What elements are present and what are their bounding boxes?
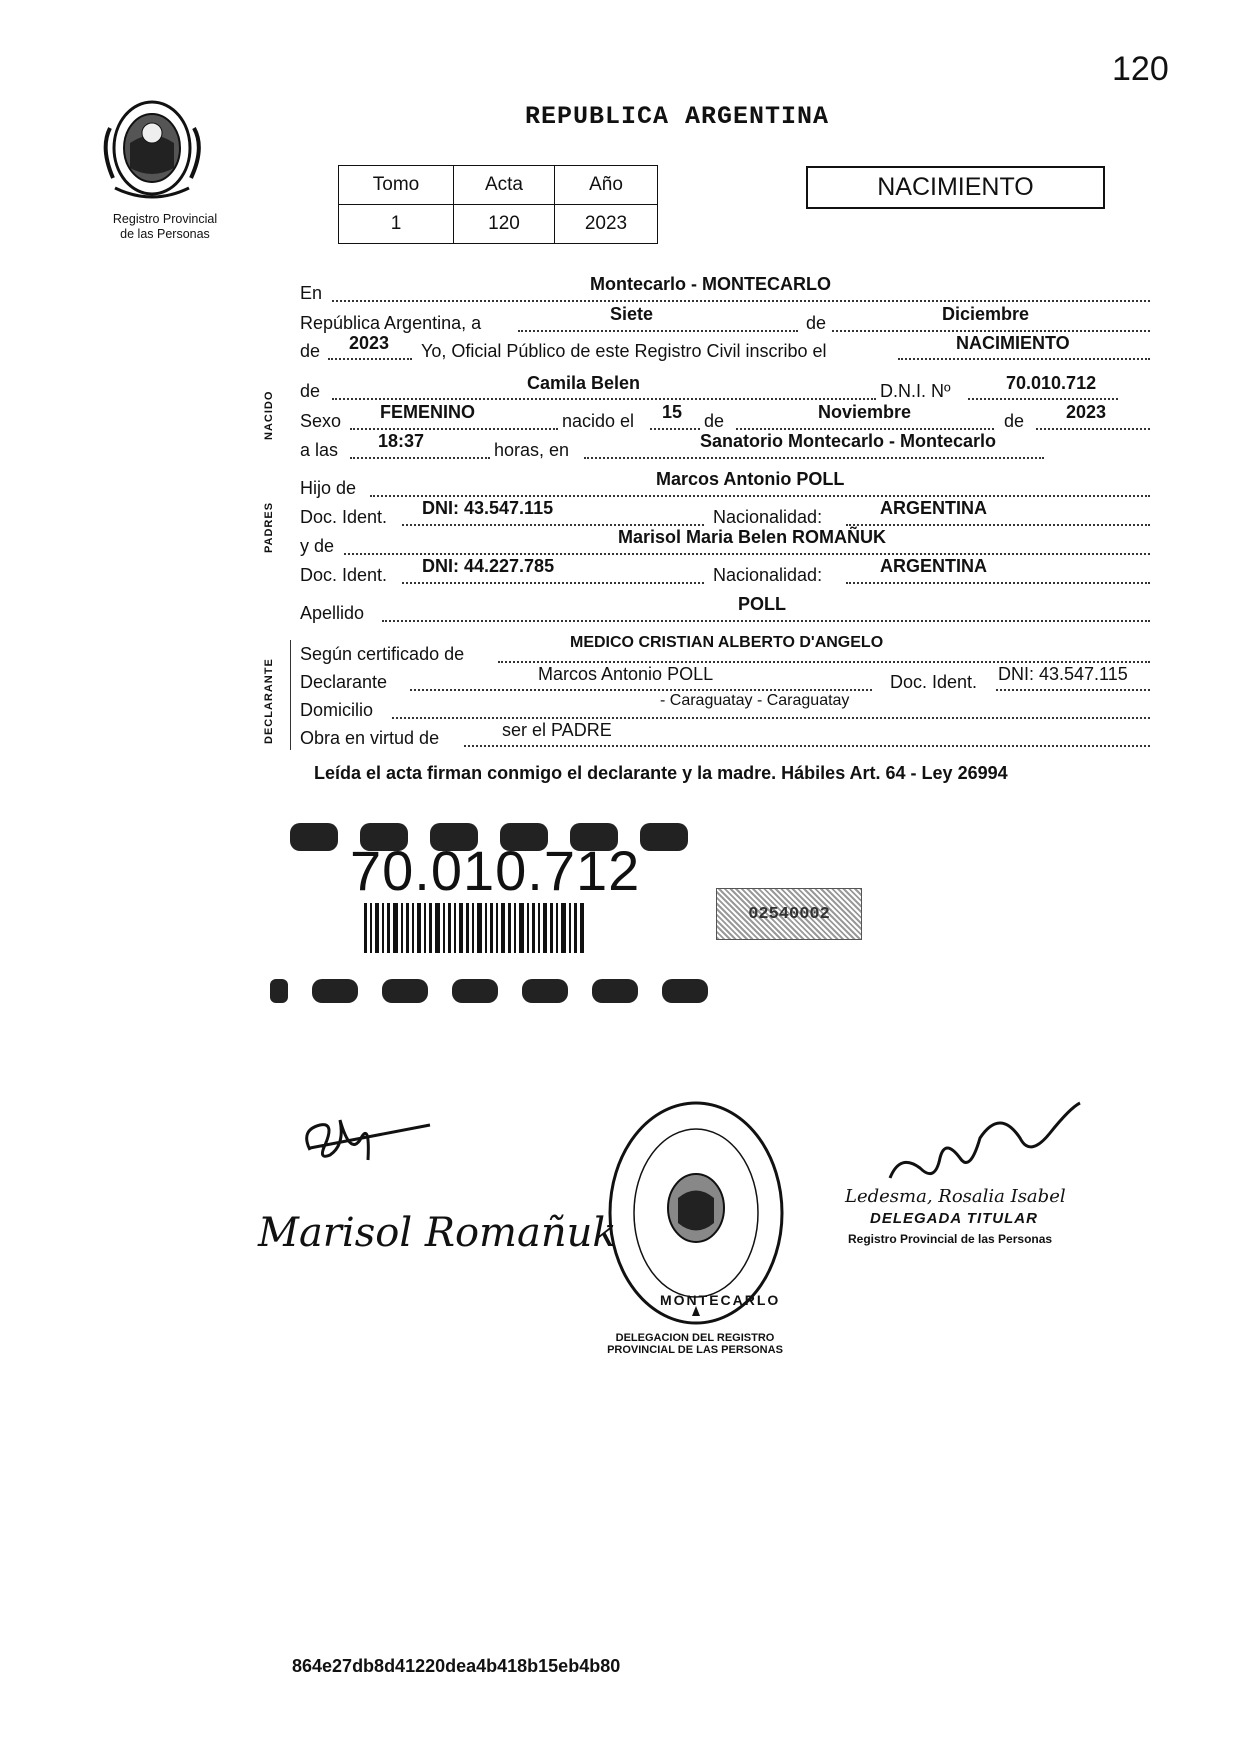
record-table bbox=[338, 165, 658, 244]
label-doc-ident-decl: Doc. Ident. bbox=[890, 672, 978, 692]
label-domicilio: Domicilio bbox=[300, 700, 374, 720]
dotted-line bbox=[518, 330, 798, 332]
value-declarante-doc: DNI: 43.547.115 bbox=[998, 664, 1128, 684]
table-cell: 1 bbox=[339, 205, 454, 244]
value-tipo: NACIMIENTO bbox=[956, 333, 1070, 353]
table-header: Acta bbox=[454, 166, 555, 205]
label-de-mes: de bbox=[704, 411, 725, 431]
dotted-line bbox=[498, 661, 1150, 663]
dotted-line bbox=[650, 428, 700, 430]
label-a-las: a las bbox=[300, 440, 339, 460]
value-nac-dia: 15 bbox=[662, 402, 683, 422]
table-header: Año bbox=[555, 166, 658, 205]
side-label-nacido: NACIDO bbox=[263, 390, 275, 440]
value-hora: 18:37 bbox=[378, 431, 425, 451]
declarante-bracket bbox=[290, 640, 291, 750]
value-dia: Siete bbox=[610, 304, 654, 324]
registry-stamp-row-bottom bbox=[270, 975, 720, 1011]
province-logo bbox=[95, 88, 225, 211]
dotted-line bbox=[328, 358, 412, 360]
dotted-line bbox=[464, 745, 1150, 747]
dotted-line bbox=[344, 553, 1150, 555]
label-de: de bbox=[300, 341, 321, 361]
value-mes: Diciembre bbox=[942, 304, 1030, 324]
value-dni: 70.010.712 bbox=[1006, 373, 1097, 393]
label-nacionalidad: Nacionalidad: bbox=[713, 507, 823, 527]
value-nac-mes: Noviembre bbox=[818, 402, 912, 422]
official-title: DELEGADA TITULAR bbox=[870, 1210, 1038, 1227]
value-sexo: FEMENINO bbox=[380, 402, 476, 422]
value-padre: Marcos Antonio POLL bbox=[656, 469, 845, 489]
label-segun-cert: Según certificado de bbox=[300, 644, 465, 664]
label-de-anio: de bbox=[1004, 411, 1025, 431]
value-domicilio: - Caraguatay - Caraguatay bbox=[660, 692, 850, 709]
value-nac-anio: 2023 bbox=[1066, 402, 1107, 422]
value-nombre: Camila Belen bbox=[527, 373, 641, 393]
label-horas-en: horas, en bbox=[494, 440, 570, 460]
value-obra: ser el PADRE bbox=[502, 720, 612, 740]
label-sexo: Sexo bbox=[300, 411, 342, 431]
mother-handwritten-signature: Marisol Romañuk bbox=[258, 1210, 617, 1256]
dotted-line bbox=[350, 457, 490, 459]
side-label-declarante: DECLARANTE bbox=[263, 658, 275, 744]
value-madre: Marisol Maria Belen ROMAÑUK bbox=[618, 527, 887, 547]
serial-stamp: 02540002 bbox=[716, 888, 862, 940]
label-obra: Obra en virtud de bbox=[300, 728, 440, 748]
label-yo-oficial: Yo, Oficial Público de este Registro Civil inscribo el bbox=[421, 341, 827, 361]
label-doc-ident: Doc. Ident. bbox=[300, 565, 388, 585]
label-declarante: Declarante bbox=[300, 672, 388, 692]
closing-note: Leída el acta firman conmigo el declarante y la madre. Hábiles Art. 64 - Ley 26994 bbox=[314, 763, 1008, 783]
label-republica: República Argentina, a bbox=[300, 313, 482, 333]
dni-stamp: 70.010.712 bbox=[350, 839, 641, 902]
label-doc-ident: Doc. Ident. bbox=[300, 507, 388, 527]
label-y-de: y de bbox=[300, 536, 335, 556]
value-apellido: POLL bbox=[738, 594, 786, 614]
record-type-box: NACIMIENTO bbox=[806, 166, 1105, 209]
dotted-line bbox=[584, 457, 1044, 459]
dotted-line bbox=[846, 524, 1150, 526]
dotted-line bbox=[968, 398, 1118, 400]
value-padre-nac: ARGENTINA bbox=[880, 498, 987, 518]
dotted-line bbox=[410, 689, 872, 691]
barcode bbox=[364, 903, 588, 953]
value-padre-doc: DNI: 43.547.115 bbox=[422, 498, 554, 518]
value-anio: 2023 bbox=[349, 333, 390, 353]
dotted-line bbox=[332, 300, 1150, 302]
label-en: En bbox=[300, 283, 323, 303]
document-hash: 864e27db8d41220dea4b418b15eb4b80 bbox=[292, 1656, 621, 1676]
dotted-line bbox=[736, 428, 994, 430]
dotted-line bbox=[402, 582, 704, 584]
label-dni: D.N.I. Nº bbox=[880, 381, 951, 401]
label-de-nombre: de bbox=[300, 381, 321, 401]
dotted-line bbox=[1036, 428, 1150, 430]
dotted-line bbox=[370, 495, 1150, 497]
dotted-line bbox=[832, 330, 1150, 332]
label-nacionalidad: Nacionalidad: bbox=[713, 565, 823, 585]
official-org: Registro Provincial de las Personas bbox=[848, 1232, 1053, 1246]
dotted-line bbox=[392, 717, 1150, 719]
value-certificado: MEDICO CRISTIAN ALBERTO D'ANGELO bbox=[570, 634, 884, 651]
value-madre-nac: ARGENTINA bbox=[880, 556, 987, 576]
value-lugar: Montecarlo - MONTECARLO bbox=[590, 274, 831, 294]
page-number: 120 bbox=[1112, 50, 1169, 88]
label-apellido: Apellido bbox=[300, 603, 365, 623]
value-madre-doc: DNI: 44.227.785 bbox=[422, 556, 555, 576]
label-hijo-de: Hijo de bbox=[300, 478, 357, 498]
side-label-padres: PADRES bbox=[263, 501, 275, 553]
dotted-line bbox=[332, 398, 876, 400]
official-name: Ledesma, Rosalia Isabel bbox=[845, 1186, 1066, 1207]
label-de: de bbox=[806, 313, 827, 333]
table-cell: 2023 bbox=[555, 205, 658, 244]
table-header: Tomo bbox=[339, 166, 454, 205]
dotted-line bbox=[382, 620, 1150, 622]
seal-inner-text: MONTECARLO bbox=[660, 1292, 781, 1308]
dotted-line bbox=[898, 358, 1150, 360]
dotted-line bbox=[846, 582, 1150, 584]
document-title: REPUBLICA ARGENTINA bbox=[525, 102, 830, 131]
declarant-signature bbox=[290, 1100, 440, 1180]
dotted-line bbox=[996, 689, 1150, 691]
value-lugar-nac: Sanatorio Montecarlo - Montecarlo bbox=[700, 431, 997, 451]
value-declarante: Marcos Antonio POLL bbox=[538, 664, 714, 684]
table-cell: 120 bbox=[454, 205, 555, 244]
label-nacido-el: nacido el bbox=[562, 411, 635, 431]
logo-caption: Registro Provincial de las Personas bbox=[112, 212, 218, 241]
dotted-line bbox=[350, 428, 558, 430]
dotted-line bbox=[402, 524, 704, 526]
seal-outer-text: DELEGACION DEL REGISTRO PROVINCIAL DE LAS PERSONAS bbox=[607, 1332, 783, 1356]
